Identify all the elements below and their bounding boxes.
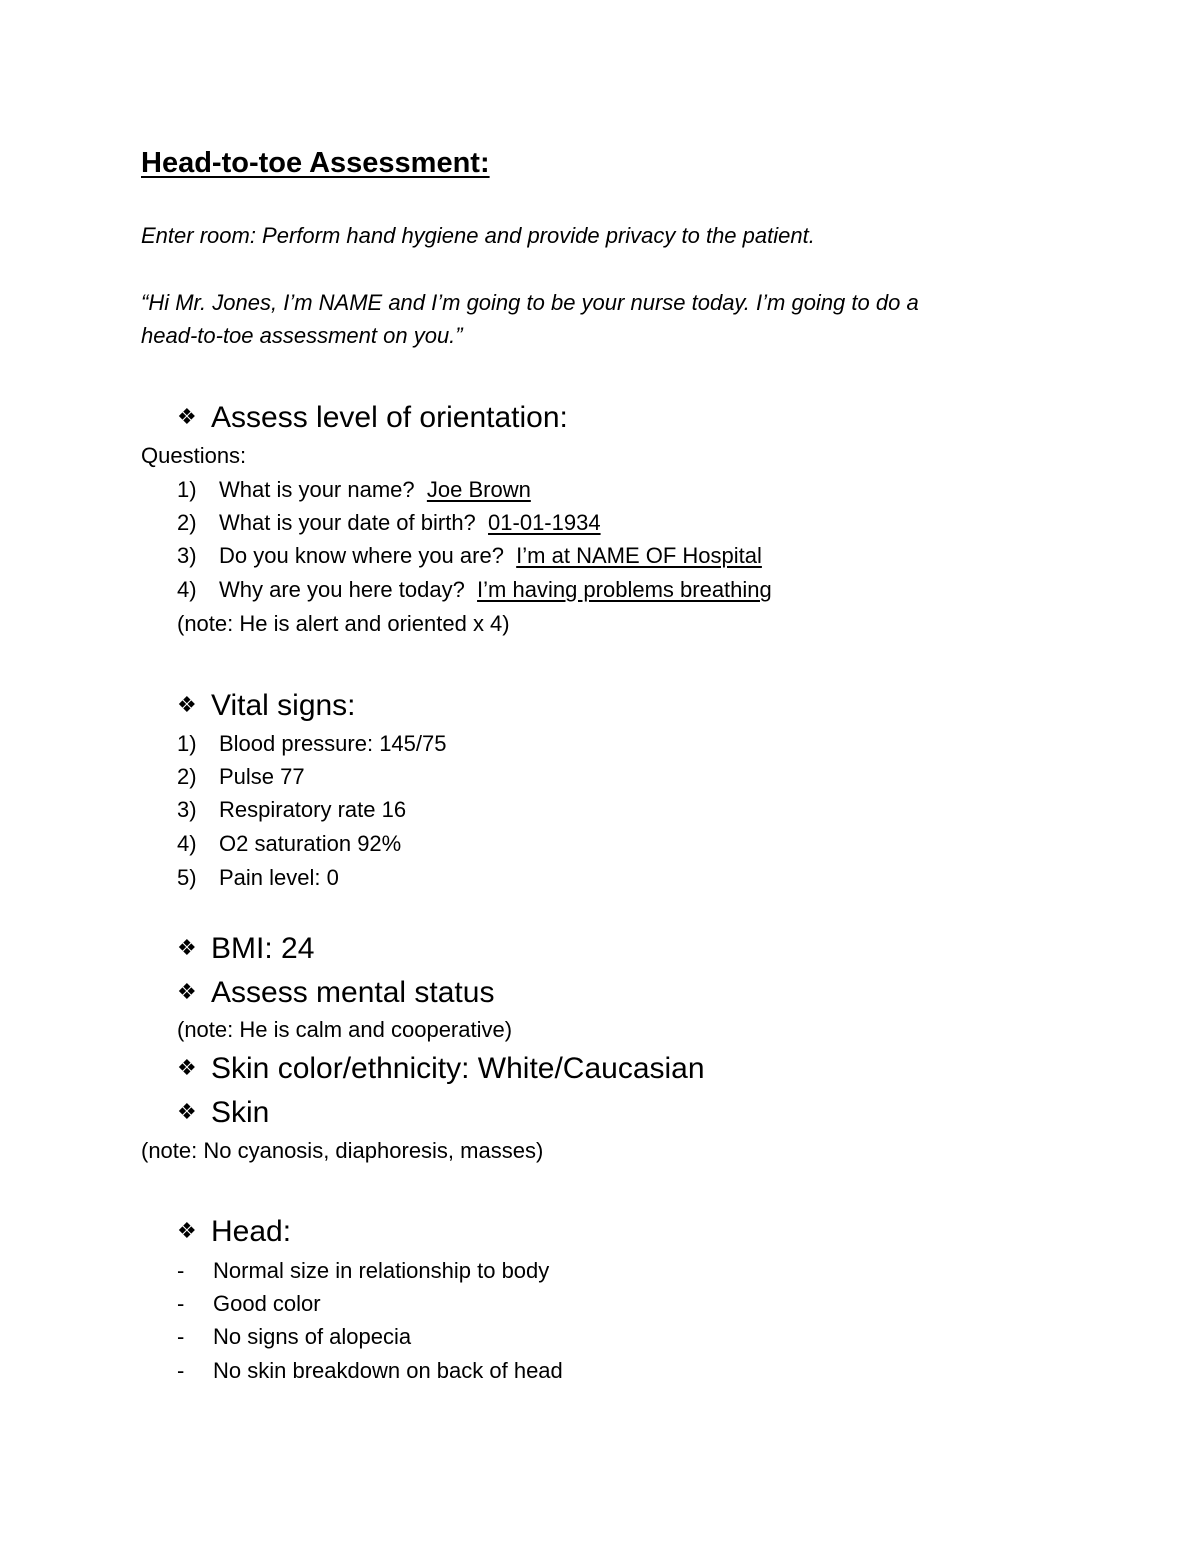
vital-text: Pulse 77 [219, 764, 305, 789]
dash-bullet: - [177, 1358, 185, 1383]
diamond-bullet-icon: ❖ [177, 692, 197, 717]
section-heading-skin-color [177, 1054, 705, 1084]
heading-text: BMI: 24 [211, 932, 315, 965]
dash-bullet: - [177, 1324, 185, 1349]
answer-text: Joe Brown [426, 477, 531, 502]
question-item [177, 479, 531, 501]
heading-text: Assess level of orientation: [211, 401, 568, 434]
head-item-text: No signs of alopecia [213, 1324, 412, 1349]
diamond-bullet-icon: ❖ [177, 1099, 197, 1124]
dash-bullet: - [177, 1258, 185, 1283]
item-number: 2) [177, 764, 197, 789]
vital-item [177, 833, 401, 855]
vital-item [177, 733, 447, 755]
section-heading-vitals [177, 691, 356, 721]
section-heading-bmi [177, 934, 314, 964]
head-item-text: Normal size in relationship to body [213, 1258, 550, 1283]
heading-text: Assess mental status [211, 976, 495, 1009]
question-item [177, 579, 772, 601]
heading-text: Head: [211, 1215, 292, 1248]
vital-item [177, 867, 339, 889]
question-text: What is your name? [219, 477, 415, 502]
document-title: Head-to-toe Assessment: [141, 147, 490, 179]
answer-text: I’m at NAME OF Hospital [516, 543, 762, 568]
question-text: Why are you here today? [219, 577, 465, 602]
orientation-note: (note: He is alert and oriented x 4) [177, 611, 510, 636]
vital-text: O2 saturation 92% [219, 831, 402, 856]
dash-bullet: - [177, 1291, 185, 1316]
item-number: 4) [177, 577, 197, 602]
item-number: 2) [177, 510, 197, 535]
questions-label: Questions: [141, 443, 247, 468]
item-number: 5) [177, 865, 197, 890]
head-item [177, 1260, 549, 1282]
item-number: 4) [177, 831, 197, 856]
head-item [177, 1293, 321, 1315]
head-item-text: Good color [213, 1291, 321, 1316]
heading-text: Skin [211, 1096, 270, 1129]
item-number: 1) [177, 477, 197, 502]
skin-note: (note: No cyanosis, diaphoresis, masses) [141, 1138, 544, 1163]
greeting-line-2: head-to-toe assessment on you.” [141, 323, 463, 348]
diamond-bullet-icon: ❖ [177, 979, 197, 1004]
section-heading-head [177, 1217, 291, 1247]
diamond-bullet-icon: ❖ [177, 1055, 197, 1080]
item-number: 1) [177, 731, 197, 756]
answer-text: 01-01-1934 [488, 510, 601, 535]
answer-text: I’m having problems breathing [477, 577, 772, 602]
question-text: Do you know where you are? [219, 543, 504, 568]
instruction-line: Enter room: Perform hand hygiene and provide privacy to the patient. [141, 223, 815, 248]
item-number: 3) [177, 543, 197, 568]
diamond-bullet-icon: ❖ [177, 935, 197, 960]
section-heading-orientation [177, 403, 568, 433]
head-item [177, 1360, 563, 1382]
mental-status-note: (note: He is calm and cooperative) [177, 1017, 513, 1042]
vital-text: Respiratory rate 16 [219, 797, 407, 822]
section-heading-mental-status [177, 978, 494, 1008]
diamond-bullet-icon: ❖ [177, 404, 197, 429]
head-item [177, 1326, 411, 1348]
head-item-text: No skin breakdown on back of head [213, 1358, 563, 1383]
diamond-bullet-icon: ❖ [177, 1218, 197, 1243]
item-number: 3) [177, 797, 197, 822]
heading-text: Skin color/ethnicity: White/Caucasian [211, 1052, 705, 1085]
heading-text: Vital signs: [211, 689, 356, 722]
vital-text: Pain level: 0 [219, 865, 339, 890]
vital-text: Blood pressure: 145/75 [219, 731, 447, 756]
question-text: What is your date of birth? [219, 510, 476, 535]
greeting-line-1: “Hi Mr. Jones, I’m NAME and I’m going to be your nurse today. I’m going to do a [141, 290, 919, 315]
vital-item [177, 799, 406, 821]
question-item [177, 512, 601, 534]
question-item [177, 545, 762, 567]
vital-item [177, 766, 305, 788]
section-heading-skin [177, 1098, 269, 1128]
